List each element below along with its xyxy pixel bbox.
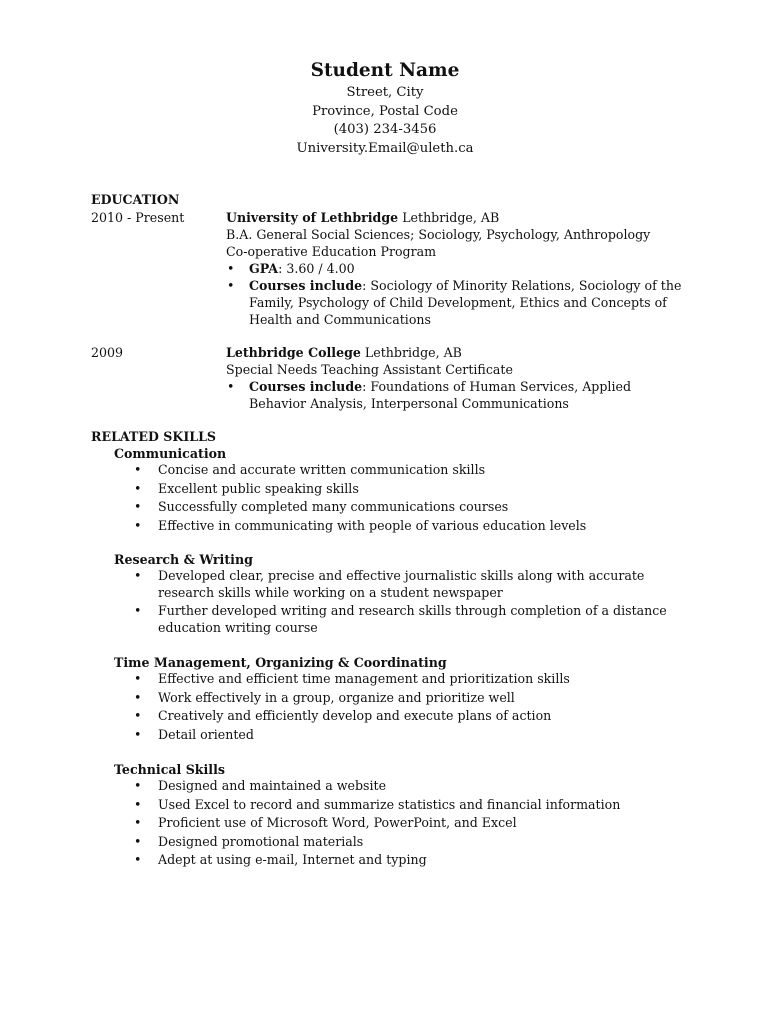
skill-group-technical bbox=[114, 761, 684, 871]
list-item: • Developed clear, precise and effective journalistic skills along with accurate research skills while working on a student newspaper bbox=[114, 568, 684, 601]
related-skills-heading: RELATED SKILLS bbox=[91, 429, 217, 444]
list-item: • Further developed writing and research skills through completion of a distance education writing course bbox=[114, 603, 684, 636]
education-bullets bbox=[226, 378, 686, 412]
bullet-label: Courses include bbox=[249, 379, 363, 394]
skill-group-communication bbox=[114, 445, 684, 536]
resume-header bbox=[0, 58, 770, 158]
education-heading: EDUCATION bbox=[91, 192, 180, 207]
bullet-label: GPA bbox=[249, 261, 279, 276]
education-date: 2009 bbox=[91, 345, 124, 360]
list-item: • Proficient use of Microsoft Word, PowerPoint, and Excel bbox=[114, 815, 684, 832]
skill-group-title: Research & Writing bbox=[114, 552, 253, 567]
list-item bbox=[226, 378, 686, 412]
education-bullets bbox=[226, 260, 686, 328]
list-item: • Detail oriented bbox=[114, 727, 684, 744]
list-item: • Excellent public speaking skills bbox=[114, 481, 684, 498]
list-item bbox=[226, 260, 686, 277]
school-location: Lethbridge, AB bbox=[360, 345, 462, 360]
list-item: • Used Excel to record and summarize statistics and financial information bbox=[114, 797, 684, 814]
student-name: Student Name bbox=[310, 60, 460, 81]
school-line bbox=[226, 209, 686, 226]
certificate-line: Special Needs Teaching Assistant Certificate bbox=[226, 362, 513, 377]
education-entry bbox=[226, 209, 686, 328]
list-item: • Creatively and efficiently develop and execute plans of action bbox=[114, 708, 684, 725]
skill-list bbox=[114, 671, 684, 743]
bullet-text: : 3.60 / 4.00 bbox=[278, 261, 355, 276]
school-name: University of Lethbridge bbox=[226, 210, 399, 225]
skill-list bbox=[114, 778, 684, 869]
education-entry bbox=[226, 344, 686, 412]
list-item: • Designed promotional materials bbox=[114, 834, 684, 851]
skill-group-time-management bbox=[114, 654, 684, 745]
school-name: Lethbridge College bbox=[226, 345, 361, 360]
degree-line: B.A. General Social Sciences; Sociology, Psychology, Anthropology bbox=[226, 227, 651, 242]
province-postal: Province, Postal Code bbox=[312, 103, 458, 119]
skill-list bbox=[114, 568, 684, 636]
skill-group-title: Time Management, Organizing & Coordinating bbox=[114, 655, 447, 670]
bullet-label: Courses include bbox=[249, 278, 363, 293]
list-item: • Work effectively in a group, organize and prioritize well bbox=[114, 690, 684, 707]
list-item bbox=[226, 277, 686, 328]
education-date: 2010 - Present bbox=[91, 210, 185, 225]
list-item: • Effective in communicating with people of various education levels bbox=[114, 518, 684, 535]
skill-group-research-writing bbox=[114, 551, 684, 638]
skill-group-title: Technical Skills bbox=[114, 762, 225, 777]
bullet-text: : Foundations of Human Services, Applied Behavior Analysis, Interpersonal Communications bbox=[249, 379, 632, 411]
school-location: Lethbridge, AB bbox=[398, 210, 500, 225]
list-item: • Adept at using e-mail, Internet and typing bbox=[114, 852, 684, 869]
skill-group-title: Communication bbox=[114, 446, 227, 461]
bullet-text: : Sociology of Minority Relations, Sociology of the Family, Psychology of Child Development, Ethics and Concepts of Health and Communications bbox=[249, 278, 682, 327]
email-address: University.Email@uleth.ca bbox=[296, 140, 474, 156]
skill-list bbox=[114, 462, 684, 534]
school-line bbox=[226, 344, 686, 361]
phone-number: (403) 234-3456 bbox=[333, 122, 437, 137]
street-address: Street, City bbox=[346, 85, 424, 100]
list-item: • Effective and efficient time management and prioritization skills bbox=[114, 671, 684, 688]
list-item: • Concise and accurate written communication skills bbox=[114, 462, 684, 479]
program-line: Co-operative Education Program bbox=[226, 244, 437, 259]
list-item: • Successfully completed many communications courses bbox=[114, 499, 684, 516]
list-item: • Designed and maintained a website bbox=[114, 778, 684, 795]
